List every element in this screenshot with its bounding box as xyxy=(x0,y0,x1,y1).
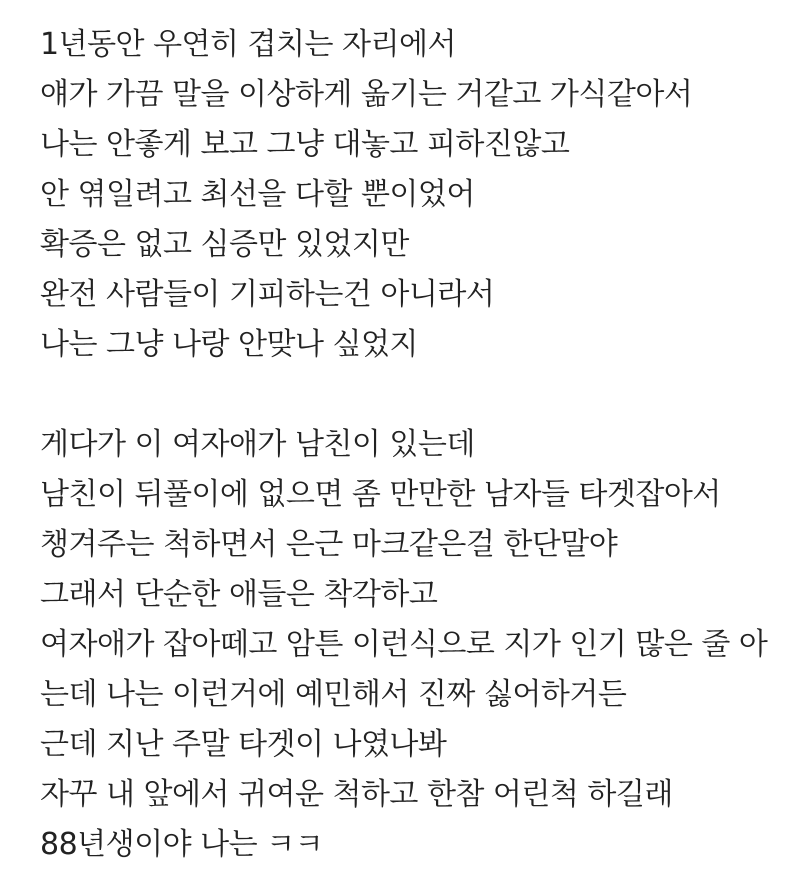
text-line: 챙겨주는 척하면서 은근 마크같은걸 한단말야 xyxy=(40,527,618,562)
text-line: 그래서 단순한 애들은 착각하고 xyxy=(40,577,438,612)
text-line: 게다가 이 여자애가 남친이 있는데 xyxy=(40,427,475,462)
text-line: 얘가 가끔 말을 이상하게 옮기는 거같고 가식같아서 xyxy=(40,77,693,112)
text-line: 나는 안좋게 보고 그냥 대놓고 피하진않고 xyxy=(40,127,570,162)
paragraph-break xyxy=(40,370,790,420)
paragraph-2 xyxy=(40,420,790,870)
document-body xyxy=(40,20,790,870)
text-line: 완전 사람들이 기피하는건 아니라서 xyxy=(40,277,495,312)
text-line: 안 엮일려고 최선을 다할 뿐이었어 xyxy=(40,177,475,212)
text-line: 는데 나는 이런거에 예민해서 진짜 싫어하거든 xyxy=(40,677,627,712)
text-line: 여자애가 잡아떼고 암튼 이런식으로 지가 인기 많은 줄 아 xyxy=(40,627,768,662)
text-line: 나는 그냥 나랑 안맞나 싶었지 xyxy=(40,327,418,362)
text-line: 남친이 뒤풀이에 없으면 좀 만만한 남자들 타겟잡아서 xyxy=(40,477,721,512)
text-line: 확증은 없고 심증만 있었지만 xyxy=(40,227,409,262)
text-line: 88년생이야 나는 ㅋㅋ xyxy=(40,827,324,862)
text-line: 근데 지난 주말 타겟이 나였나봐 xyxy=(40,727,447,762)
paragraph-1 xyxy=(40,20,790,370)
text-line: 1년동안 우연히 겹치는 자리에서 xyxy=(40,27,456,62)
text-line: 자꾸 내 앞에서 귀여운 척하고 한참 어린척 하길래 xyxy=(40,777,673,812)
